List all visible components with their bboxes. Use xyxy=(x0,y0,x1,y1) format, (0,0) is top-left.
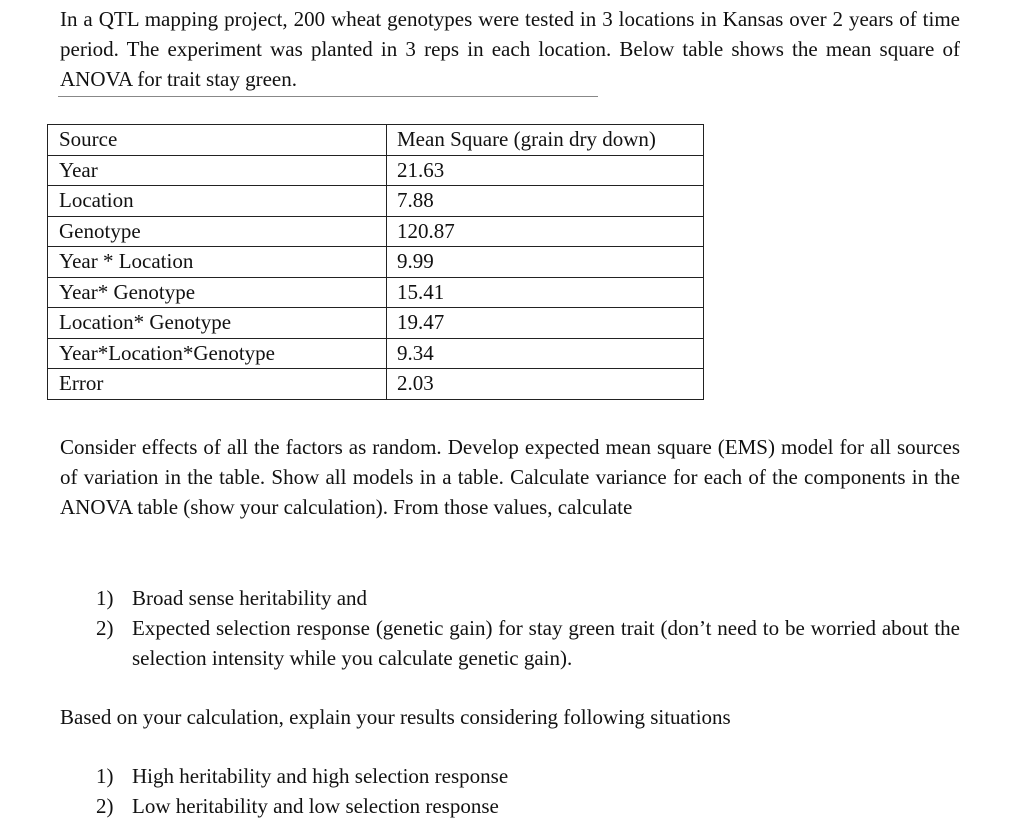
mean-square-cell: 7.88 xyxy=(387,186,704,217)
mean-square-cell: 15.41 xyxy=(387,277,704,308)
mean-square-cell: 9.34 xyxy=(387,338,704,369)
source-cell: Genotype xyxy=(48,216,387,247)
list-item-number: 2) xyxy=(96,794,114,818)
table-header-row xyxy=(48,125,704,156)
question-paragraph: Consider effects of all the factors as random. Develop expected mean square (EMS) model for all sources of variation in the table. Show all models in a table. Calculate variance for each of the components in the ANOVA table (show your calculation). From those values, calculate xyxy=(60,435,960,519)
list-item xyxy=(96,791,960,821)
mean-square-cell: 21.63 xyxy=(387,155,704,186)
list-item-text: Broad sense heritability and xyxy=(132,586,368,610)
list-item-text: Expected selection response (genetic gain) for stay green trait (don’t need to be worried about the selection intensity while you calculate genetic gain). xyxy=(132,616,960,670)
source-cell: Location* Genotype xyxy=(48,308,387,339)
header-mean-square: Mean Square (grain dry down) xyxy=(387,125,704,156)
source-cell: Error xyxy=(48,369,387,400)
mean-square-cell: 120.87 xyxy=(387,216,704,247)
mean-square-cell: 19.47 xyxy=(387,308,704,339)
source-cell: Location xyxy=(48,186,387,217)
mean-square-cell: 2.03 xyxy=(387,369,704,400)
source-cell: Year * Location xyxy=(48,247,387,278)
table-row xyxy=(48,338,704,369)
table-row xyxy=(48,186,704,217)
list-item xyxy=(96,761,960,791)
anova-table xyxy=(47,124,704,400)
list-item-number: 1) xyxy=(96,586,114,610)
list-item-text: High heritability and high selection response xyxy=(132,764,509,788)
list-item xyxy=(96,583,960,613)
list-item xyxy=(96,613,960,673)
table-row xyxy=(48,369,704,400)
table-row xyxy=(48,308,704,339)
situations-list xyxy=(96,761,960,821)
list-item-number: 2) xyxy=(96,616,114,640)
source-cell: Year*Location*Genotype xyxy=(48,338,387,369)
list-item-text: Low heritability and low selection response xyxy=(132,794,499,818)
source-cell: Year xyxy=(48,155,387,186)
table-row xyxy=(48,155,704,186)
header-source: Source xyxy=(48,125,387,156)
list-item-number: 1) xyxy=(96,764,114,788)
calculation-list xyxy=(96,583,960,673)
intro-underline xyxy=(58,96,598,97)
table-row xyxy=(48,277,704,308)
table-row xyxy=(48,247,704,278)
table-row xyxy=(48,216,704,247)
mean-square-cell: 9.99 xyxy=(387,247,704,278)
source-cell: Year* Genotype xyxy=(48,277,387,308)
explanation-prompt: Based on your calculation, explain your results considering following situations xyxy=(60,705,731,729)
intro-paragraph: In a QTL mapping project, 200 wheat genotypes were tested in 3 locations in Kansas over 2 years of time period. The experiment was planted in 3 reps in each location. Below table shows the mean square of ANOVA for trait stay green. xyxy=(60,7,960,91)
